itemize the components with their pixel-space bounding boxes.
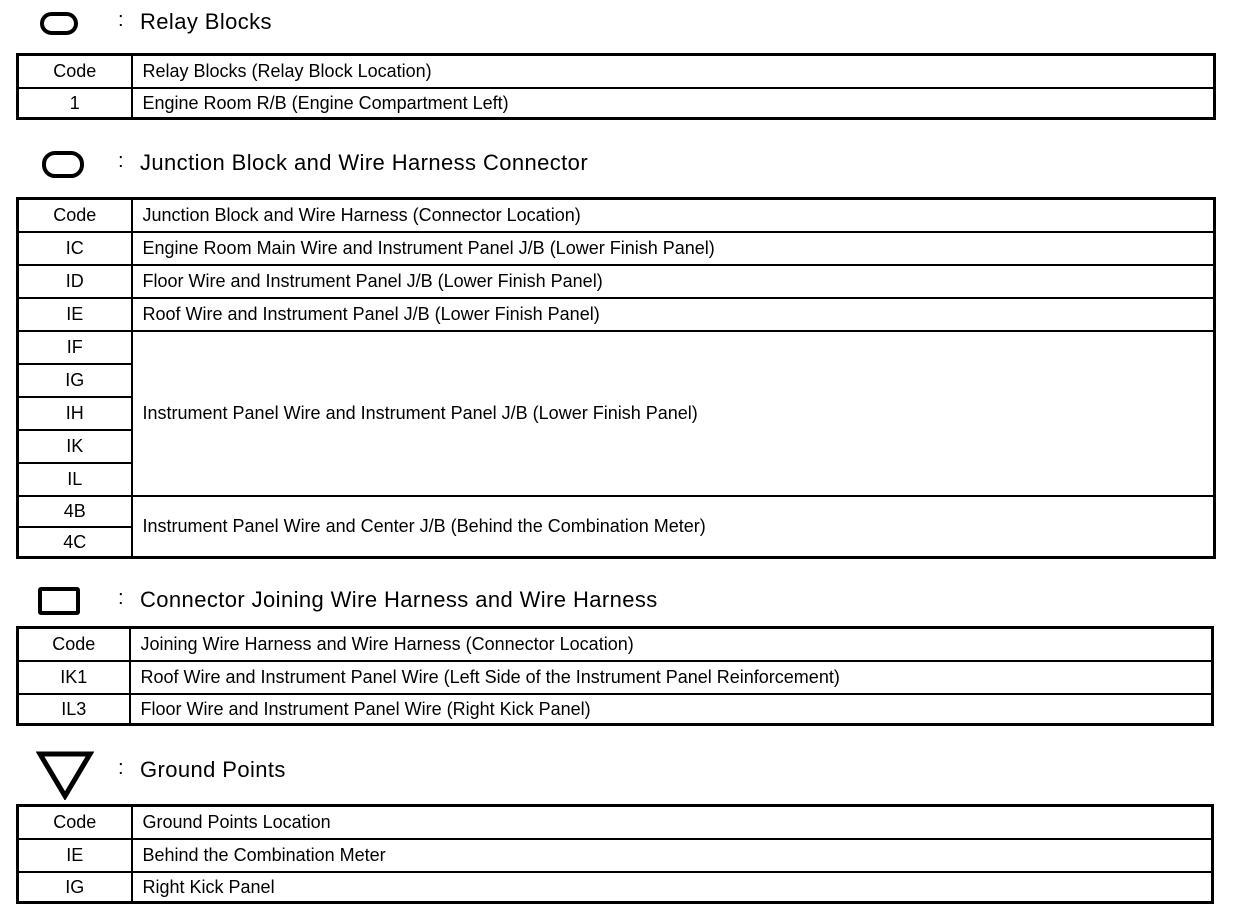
- location-cell: Right Kick Panel: [132, 872, 1213, 903]
- section-header: [0, 143, 1248, 183]
- code-cell: IF: [18, 331, 132, 364]
- location-cell: Roof Wire and Instrument Panel Wire (Left Side of the Instrument Panel Reinforcement): [130, 661, 1213, 694]
- table-row: [18, 298, 1215, 331]
- location-header: Relay Blocks (Relay Block Location): [132, 55, 1215, 88]
- section-title: Relay Blocks: [140, 9, 272, 34]
- colon: :: [118, 757, 124, 779]
- table-row: [18, 496, 1215, 527]
- location-cell: Instrument Panel Wire and Center J/B (Behind the Combination Meter): [132, 496, 1215, 558]
- section-title: Connector Joining Wire Harness and Wire Harness: [140, 587, 658, 612]
- location-header: Ground Points Location: [132, 806, 1213, 839]
- code-cell: IL3: [18, 694, 130, 725]
- code-cell: 4B: [18, 496, 132, 527]
- location-cell: Roof Wire and Instrument Panel J/B (Lower Finish Panel): [132, 298, 1215, 331]
- table-row: [18, 88, 1215, 119]
- section-title: Ground Points: [140, 757, 286, 782]
- location-cell: Behind the Combination Meter: [132, 839, 1213, 872]
- section-header: [0, 580, 1248, 620]
- code-cell: 4C: [18, 527, 132, 558]
- code-cell: IC: [18, 232, 132, 265]
- table-row: [18, 331, 1215, 364]
- location-cell: Floor Wire and Instrument Panel Wire (Right Kick Panel): [130, 694, 1213, 725]
- code-header: Code: [18, 199, 132, 232]
- code-header: Code: [18, 628, 130, 661]
- section-title: Junction Block and Wire Harness Connector: [140, 150, 589, 175]
- connector-joining-table: [16, 626, 1214, 726]
- junction-block-symbol-icon: [42, 151, 84, 178]
- code-cell: IG: [18, 872, 132, 903]
- table-row: [18, 839, 1213, 872]
- location-header: Joining Wire Harness and Wire Harness (Connector Location): [130, 628, 1213, 661]
- code-cell: IE: [18, 298, 132, 331]
- code-header: Code: [18, 55, 132, 88]
- table-row: [18, 232, 1215, 265]
- section-junction-block: [0, 143, 1248, 552]
- relay-block-symbol-icon: [40, 12, 78, 35]
- code-cell: IL: [18, 463, 132, 496]
- connector-symbol-icon: [38, 587, 80, 615]
- relay-blocks-table: [16, 53, 1216, 120]
- code-cell: IG: [18, 364, 132, 397]
- code-header: Code: [18, 806, 132, 839]
- table-row: [18, 265, 1215, 298]
- section-relay-blocks: [0, 2, 1248, 113]
- table-header-row: [18, 806, 1213, 839]
- section-connector-joining: [0, 580, 1248, 719]
- table-row: [18, 694, 1213, 725]
- section-header: [0, 2, 1248, 42]
- ground-point-triangle-icon: [36, 750, 94, 800]
- code-cell: IH: [18, 397, 132, 430]
- table-header-row: [18, 628, 1213, 661]
- table-row: [18, 872, 1213, 903]
- code-cell: IE: [18, 839, 132, 872]
- location-cell: Engine Room Main Wire and Instrument Panel J/B (Lower Finish Panel): [132, 232, 1215, 265]
- colon: :: [118, 9, 124, 31]
- location-header: Junction Block and Wire Harness (Connector Location): [132, 199, 1215, 232]
- table-header-row: [18, 55, 1215, 88]
- ground-points-table: [16, 804, 1214, 904]
- colon: :: [118, 150, 124, 172]
- section-ground-points: [0, 750, 1248, 897]
- location-cell: Instrument Panel Wire and Instrument Panel J/B (Lower Finish Panel): [132, 331, 1215, 496]
- table-row: [18, 661, 1213, 694]
- code-cell: ID: [18, 265, 132, 298]
- code-cell: IK1: [18, 661, 130, 694]
- junction-block-table: [16, 197, 1216, 559]
- code-cell: 1: [18, 88, 132, 119]
- colon: :: [118, 587, 124, 609]
- location-cell: Engine Room R/B (Engine Compartment Left): [132, 88, 1215, 119]
- location-cell: Floor Wire and Instrument Panel J/B (Lower Finish Panel): [132, 265, 1215, 298]
- table-header-row: [18, 199, 1215, 232]
- code-cell: IK: [18, 430, 132, 463]
- section-header: [0, 750, 1248, 790]
